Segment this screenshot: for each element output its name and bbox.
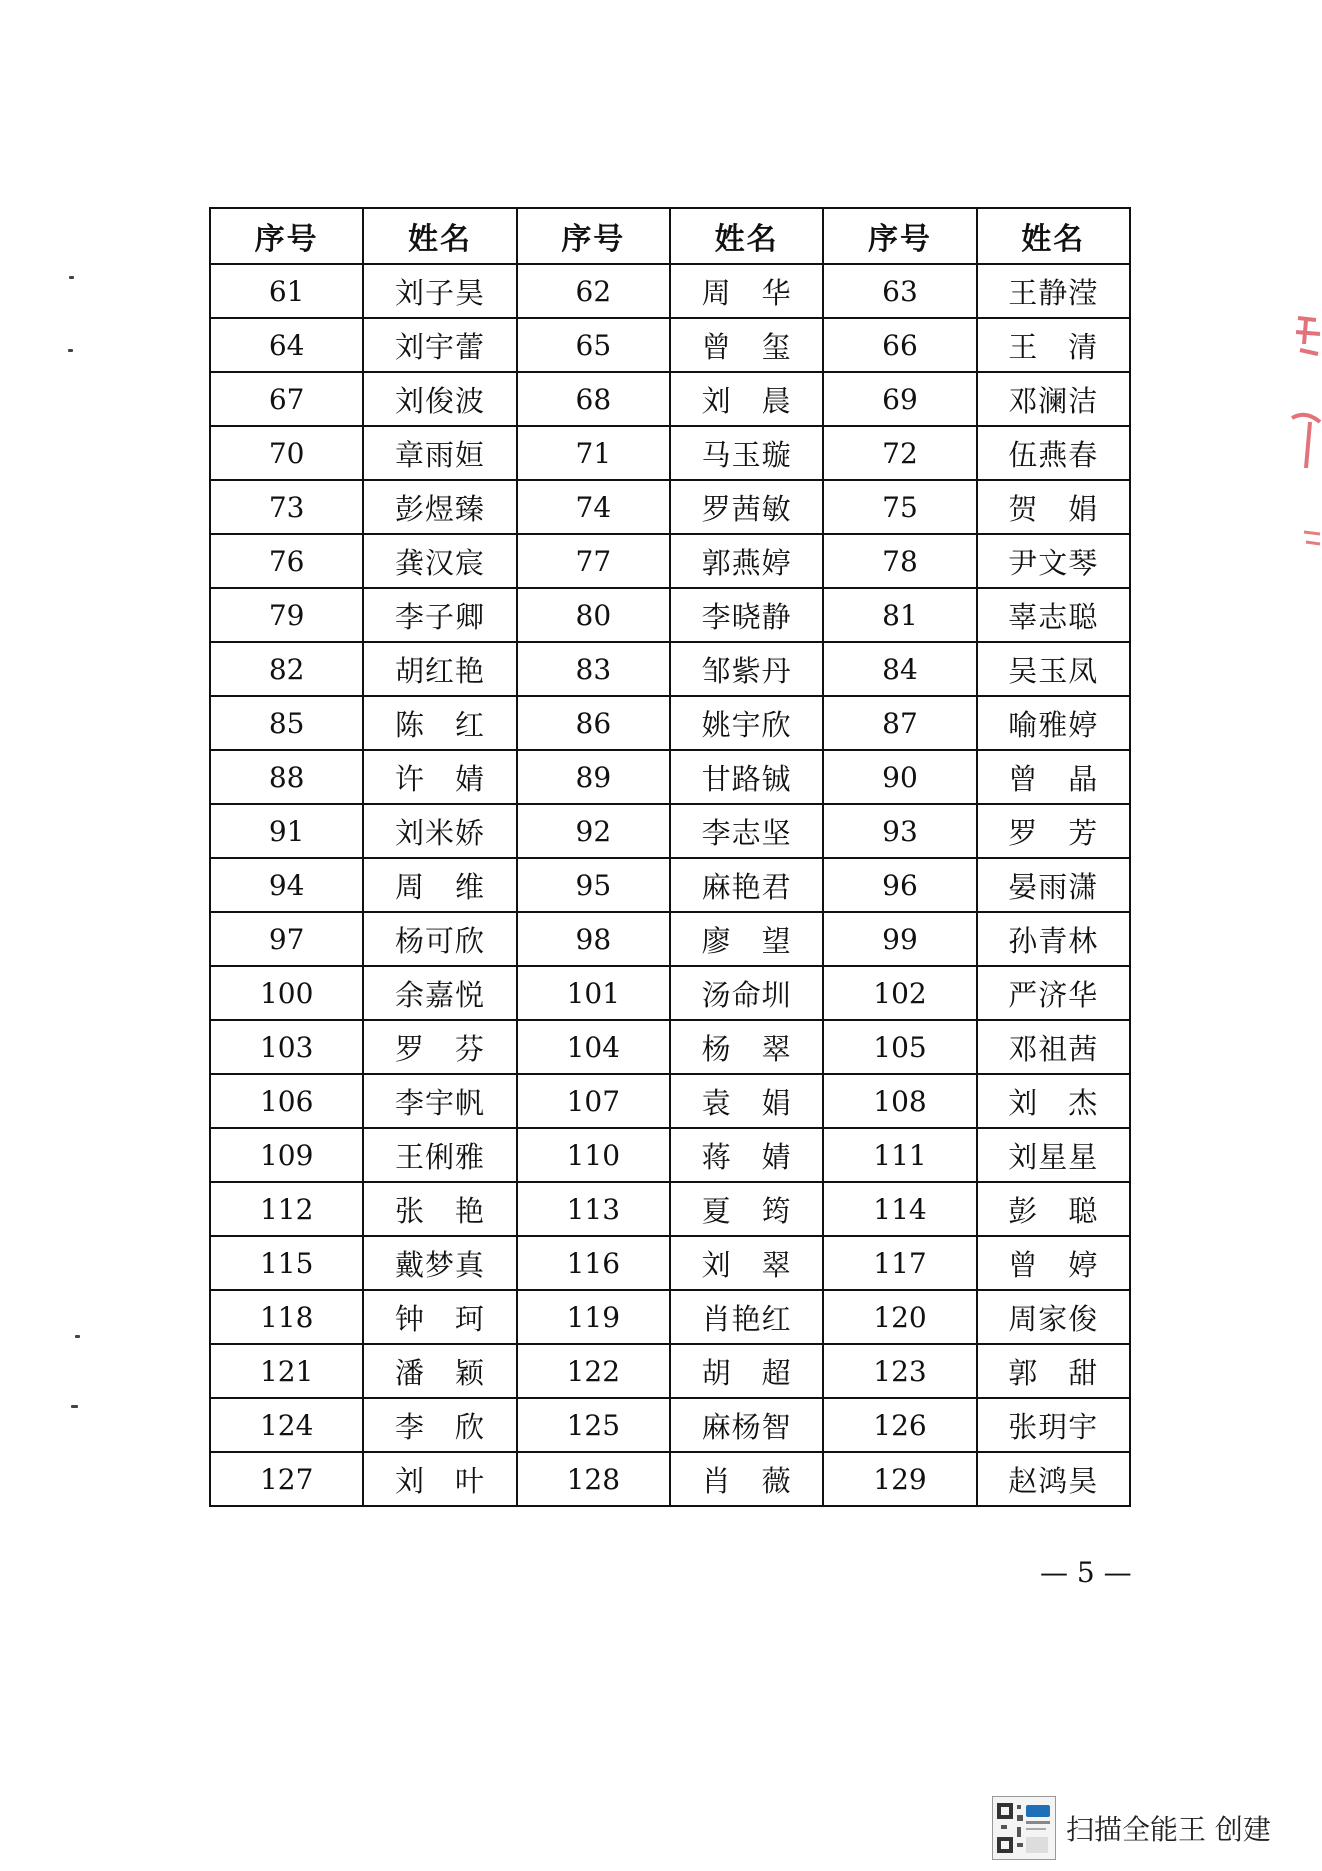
header-cell: 序号 xyxy=(517,208,670,264)
serial-number-cell: 110 xyxy=(517,1128,670,1182)
table-row xyxy=(210,1452,1130,1506)
name-cell: 刘 叶 xyxy=(363,1452,516,1506)
name-cell: 张玥宇 xyxy=(977,1398,1130,1452)
table-row xyxy=(210,1398,1130,1452)
table-row xyxy=(210,1344,1130,1398)
name-cell: 蒋 婧 xyxy=(670,1128,823,1182)
serial-number-cell: 73 xyxy=(210,480,363,534)
name-cell: 王 清 xyxy=(977,318,1130,372)
serial-number-cell: 88 xyxy=(210,750,363,804)
red-seal-fragment xyxy=(1276,310,1322,580)
serial-number-cell: 75 xyxy=(823,480,976,534)
name-cell: 王俐雅 xyxy=(363,1128,516,1182)
table-row xyxy=(210,588,1130,642)
serial-number-cell: 97 xyxy=(210,912,363,966)
serial-number-cell: 113 xyxy=(517,1182,670,1236)
serial-number-cell: 129 xyxy=(823,1452,976,1506)
name-cell: 彭 聪 xyxy=(977,1182,1130,1236)
serial-number-cell: 70 xyxy=(210,426,363,480)
serial-number-cell: 120 xyxy=(823,1290,976,1344)
name-cell: 肖 薇 xyxy=(670,1452,823,1506)
table-row xyxy=(210,696,1130,750)
name-cell: 刘 晨 xyxy=(670,372,823,426)
qr-code-icon xyxy=(992,1796,1056,1860)
serial-number-cell: 63 xyxy=(823,264,976,318)
name-cell: 刘子昊 xyxy=(363,264,516,318)
name-cell: 章雨姮 xyxy=(363,426,516,480)
serial-number-cell: 114 xyxy=(823,1182,976,1236)
name-cell: 周家俊 xyxy=(977,1290,1130,1344)
name-cell: 晏雨潇 xyxy=(977,858,1130,912)
serial-number-cell: 108 xyxy=(823,1074,976,1128)
header-cell: 序号 xyxy=(210,208,363,264)
serial-number-cell: 72 xyxy=(823,426,976,480)
table-row xyxy=(210,372,1130,426)
name-cell: 夏 筠 xyxy=(670,1182,823,1236)
serial-number-cell: 90 xyxy=(823,750,976,804)
serial-number-cell: 118 xyxy=(210,1290,363,1344)
name-cell: 吴玉凤 xyxy=(977,642,1130,696)
table-row xyxy=(210,1128,1130,1182)
name-cell: 孙青林 xyxy=(977,912,1130,966)
name-cell: 麻杨智 xyxy=(670,1398,823,1452)
margin-mark xyxy=(68,349,73,352)
name-cell: 邹紫丹 xyxy=(670,642,823,696)
serial-number-cell: 101 xyxy=(517,966,670,1020)
name-cell: 李志坚 xyxy=(670,804,823,858)
serial-number-cell: 84 xyxy=(823,642,976,696)
serial-number-cell: 78 xyxy=(823,534,976,588)
name-cell: 辜志聪 xyxy=(977,588,1130,642)
serial-number-cell: 92 xyxy=(517,804,670,858)
name-cell: 余嘉悦 xyxy=(363,966,516,1020)
serial-number-cell: 80 xyxy=(517,588,670,642)
serial-number-cell: 128 xyxy=(517,1452,670,1506)
name-cell: 杨 翠 xyxy=(670,1020,823,1074)
table-row xyxy=(210,1074,1130,1128)
name-cell: 胡 超 xyxy=(670,1344,823,1398)
table-row xyxy=(210,858,1130,912)
serial-number-cell: 112 xyxy=(210,1182,363,1236)
serial-number-cell: 74 xyxy=(517,480,670,534)
table-row xyxy=(210,534,1130,588)
margin-mark xyxy=(71,1405,78,1408)
serial-number-cell: 106 xyxy=(210,1074,363,1128)
name-cell: 胡红艳 xyxy=(363,642,516,696)
name-cell: 邓祖茜 xyxy=(977,1020,1130,1074)
serial-number-cell: 117 xyxy=(823,1236,976,1290)
serial-number-cell: 83 xyxy=(517,642,670,696)
serial-number-cell: 95 xyxy=(517,858,670,912)
serial-number-cell: 82 xyxy=(210,642,363,696)
name-cell: 李 欣 xyxy=(363,1398,516,1452)
name-cell: 李宇帆 xyxy=(363,1074,516,1128)
name-cell: 陈 红 xyxy=(363,696,516,750)
name-cell: 刘 杰 xyxy=(977,1074,1130,1128)
table-row xyxy=(210,480,1130,534)
name-cell: 罗 芳 xyxy=(977,804,1130,858)
name-cell: 彭煜臻 xyxy=(363,480,516,534)
name-cell: 汤命圳 xyxy=(670,966,823,1020)
name-cell: 张 艳 xyxy=(363,1182,516,1236)
serial-number-cell: 85 xyxy=(210,696,363,750)
serial-number-cell: 98 xyxy=(517,912,670,966)
serial-number-cell: 71 xyxy=(517,426,670,480)
header-cell: 姓名 xyxy=(670,208,823,264)
table-row xyxy=(210,750,1130,804)
table-row xyxy=(210,1182,1130,1236)
name-cell: 曾 晶 xyxy=(977,750,1130,804)
serial-number-cell: 124 xyxy=(210,1398,363,1452)
serial-number-cell: 91 xyxy=(210,804,363,858)
name-cell: 麻艳君 xyxy=(670,858,823,912)
serial-number-cell: 93 xyxy=(823,804,976,858)
name-cell: 戴梦真 xyxy=(363,1236,516,1290)
table-row xyxy=(210,804,1130,858)
serial-number-cell: 86 xyxy=(517,696,670,750)
roster-table xyxy=(209,207,1131,1507)
name-cell: 罗 芬 xyxy=(363,1020,516,1074)
name-cell: 潘 颖 xyxy=(363,1344,516,1398)
serial-number-cell: 125 xyxy=(517,1398,670,1452)
serial-number-cell: 94 xyxy=(210,858,363,912)
name-cell: 刘星星 xyxy=(977,1128,1130,1182)
table-row xyxy=(210,1290,1130,1344)
name-cell: 赵鸿昊 xyxy=(977,1452,1130,1506)
margin-mark xyxy=(69,276,74,279)
name-cell: 姚宇欣 xyxy=(670,696,823,750)
header-cell: 姓名 xyxy=(977,208,1130,264)
name-cell: 龚汉宸 xyxy=(363,534,516,588)
name-cell: 袁 娟 xyxy=(670,1074,823,1128)
name-cell: 郭 甜 xyxy=(977,1344,1130,1398)
serial-number-cell: 103 xyxy=(210,1020,363,1074)
serial-number-cell: 68 xyxy=(517,372,670,426)
serial-number-cell: 116 xyxy=(517,1236,670,1290)
serial-number-cell: 115 xyxy=(210,1236,363,1290)
watermark-text: 扫描全能王 创建 xyxy=(1066,1813,1271,1846)
name-cell: 刘宇蕾 xyxy=(363,318,516,372)
serial-number-cell: 102 xyxy=(823,966,976,1020)
serial-number-cell: 81 xyxy=(823,588,976,642)
name-cell: 周 维 xyxy=(363,858,516,912)
serial-number-cell: 62 xyxy=(517,264,670,318)
serial-number-cell: 61 xyxy=(210,264,363,318)
table-row xyxy=(210,912,1130,966)
table-body xyxy=(210,264,1130,1506)
serial-number-cell: 109 xyxy=(210,1128,363,1182)
serial-number-cell: 105 xyxy=(823,1020,976,1074)
serial-number-cell: 107 xyxy=(517,1074,670,1128)
serial-number-cell: 123 xyxy=(823,1344,976,1398)
table-row xyxy=(210,1020,1130,1074)
name-cell: 许 婧 xyxy=(363,750,516,804)
table-header-row xyxy=(210,208,1130,264)
name-cell: 李子卿 xyxy=(363,588,516,642)
serial-number-cell: 121 xyxy=(210,1344,363,1398)
table-row xyxy=(210,318,1130,372)
serial-number-cell: 99 xyxy=(823,912,976,966)
serial-number-cell: 111 xyxy=(823,1128,976,1182)
serial-number-cell: 79 xyxy=(210,588,363,642)
serial-number-cell: 122 xyxy=(517,1344,670,1398)
name-cell: 李晓静 xyxy=(670,588,823,642)
name-cell: 廖 望 xyxy=(670,912,823,966)
name-cell: 罗茜敏 xyxy=(670,480,823,534)
serial-number-cell: 77 xyxy=(517,534,670,588)
name-cell: 甘路铖 xyxy=(670,750,823,804)
name-cell: 马玉璇 xyxy=(670,426,823,480)
serial-number-cell: 66 xyxy=(823,318,976,372)
name-cell: 杨可欣 xyxy=(363,912,516,966)
serial-number-cell: 64 xyxy=(210,318,363,372)
table-row xyxy=(210,264,1130,318)
name-cell: 严济华 xyxy=(977,966,1130,1020)
serial-number-cell: 119 xyxy=(517,1290,670,1344)
page-number: — 5 — xyxy=(1040,1556,1132,1589)
serial-number-cell: 87 xyxy=(823,696,976,750)
table-row xyxy=(210,1236,1130,1290)
name-cell: 曾 玺 xyxy=(670,318,823,372)
table-row xyxy=(210,426,1130,480)
name-cell: 伍燕春 xyxy=(977,426,1130,480)
name-cell: 刘米娇 xyxy=(363,804,516,858)
name-cell: 周 华 xyxy=(670,264,823,318)
scanner-watermark xyxy=(992,1798,1271,1858)
table-row xyxy=(210,642,1130,696)
name-cell: 邓澜洁 xyxy=(977,372,1130,426)
name-cell: 刘俊波 xyxy=(363,372,516,426)
serial-number-cell: 89 xyxy=(517,750,670,804)
name-cell: 王静滢 xyxy=(977,264,1130,318)
serial-number-cell: 76 xyxy=(210,534,363,588)
serial-number-cell: 127 xyxy=(210,1452,363,1506)
name-cell: 肖艳红 xyxy=(670,1290,823,1344)
margin-mark xyxy=(75,1335,80,1338)
serial-number-cell: 96 xyxy=(823,858,976,912)
serial-number-cell: 126 xyxy=(823,1398,976,1452)
serial-number-cell: 104 xyxy=(517,1020,670,1074)
serial-number-cell: 69 xyxy=(823,372,976,426)
serial-number-cell: 67 xyxy=(210,372,363,426)
header-cell: 姓名 xyxy=(363,208,516,264)
name-cell: 郭燕婷 xyxy=(670,534,823,588)
name-cell: 尹文琴 xyxy=(977,534,1130,588)
serial-number-cell: 65 xyxy=(517,318,670,372)
name-cell: 刘 翠 xyxy=(670,1236,823,1290)
name-cell: 曾 婷 xyxy=(977,1236,1130,1290)
name-cell: 喻雅婷 xyxy=(977,696,1130,750)
table-row xyxy=(210,966,1130,1020)
name-cell: 钟 珂 xyxy=(363,1290,516,1344)
serial-number-cell: 100 xyxy=(210,966,363,1020)
name-cell: 贺 娟 xyxy=(977,480,1130,534)
header-cell: 序号 xyxy=(823,208,976,264)
